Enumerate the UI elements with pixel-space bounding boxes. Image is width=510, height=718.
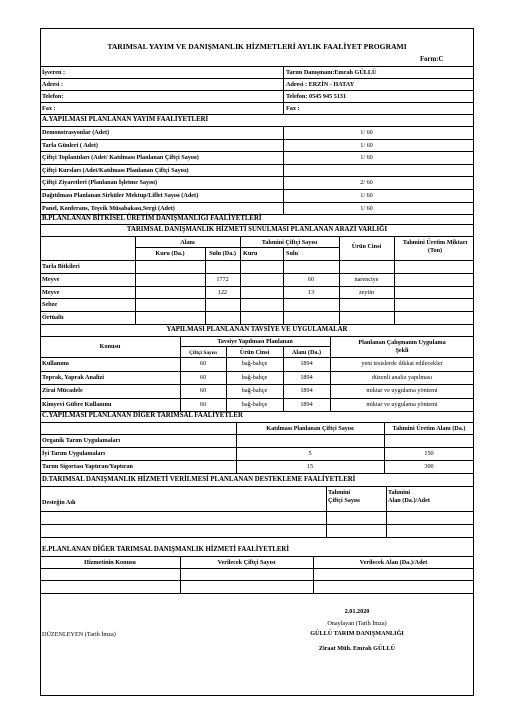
service-farmers-header: Verilecek Çiftçi Sayısı <box>217 559 276 566</box>
divider <box>40 311 474 312</box>
form-title: TARIMSAL YAYIM VE DANIŞMANLIK HİZMETLERİ AYLIK FAALİYET PROGRAMI <box>107 42 407 51</box>
advice-crop: bağ-bahçe <box>241 373 268 381</box>
form-code: Form:C <box>420 56 444 63</box>
advice-farmers: 60 <box>199 400 207 408</box>
divider <box>40 224 474 225</box>
irrigated-area-value: 1772 <box>216 275 229 283</box>
irrigated-farmers-value: 60 <box>307 275 315 283</box>
planned-farmers-header: Katılması Planlanan Çiftçi Sayısı <box>266 425 354 432</box>
other-activity-label: Organik Tarım Uygulamaları <box>42 437 121 444</box>
area-header: Alanı (Da.) <box>291 349 322 356</box>
advice-crop: bağ-bahçe <box>241 360 268 367</box>
crop-row-label: Meyve <box>42 288 60 296</box>
advice-subject: Toprak, Yaprak Analizi <box>42 373 104 381</box>
divider <box>40 537 474 538</box>
method-header-line2: Şekli <box>395 347 409 354</box>
advice-area: 1894 <box>300 400 313 408</box>
engineer-name: Ziraat Müh. Emrah GÜLLÜ <box>318 645 396 652</box>
advice-title: YAPILMASI PLANLANAN TAVSİYE VE UYGULAMALAR <box>166 326 348 333</box>
section-e-title: E.PLANLANAN DİĞER TARIMSAL DANIŞMANLIK HİZMETİ FAALİYETLERİ <box>42 546 289 553</box>
divider <box>180 346 330 347</box>
advice-method: yeni tesislerde dikkat edilecekler <box>361 360 443 367</box>
divider <box>386 486 387 537</box>
divider <box>135 247 339 248</box>
divider <box>40 260 474 261</box>
divider <box>40 202 474 203</box>
advice-subject: Zirai Mücadele <box>42 387 83 394</box>
divider <box>40 460 474 461</box>
divider <box>40 102 474 103</box>
advice-subject: Kullanımı <box>42 360 69 367</box>
planned-advice-header: Tavsiye Yapılması Planlanan <box>217 338 293 345</box>
consultant-address: Adresi : ERZİN - HATAY <box>286 81 355 88</box>
divider <box>40 422 474 423</box>
approval-date: 2.01.2020 <box>344 608 370 615</box>
phone-label: Telefon: <box>42 93 64 100</box>
divider <box>40 236 474 237</box>
divider <box>40 580 474 581</box>
activity-label: Çiftçi Ziyaretleri (Planlanan İşletme Sayısı) <box>42 179 158 187</box>
divider <box>40 164 474 165</box>
section-b-title: B.PLANLANAN BİTKİSEL ÜRETİM DANIŞMANLIĞI FAALİYETLERİ <box>42 215 262 222</box>
other-activity-farmers: 5 <box>308 450 312 457</box>
farmer-count-header: Çiftçi Sayısı <box>189 350 217 356</box>
divider <box>40 511 474 512</box>
divider <box>40 139 474 140</box>
other-activity-label: Tarım Sigortası Yaptıran/Yaptıran <box>42 463 133 470</box>
advice-subject: Kimyevi Gübre Kullanımı <box>42 400 112 408</box>
fax-label: Fax : <box>42 105 56 112</box>
support-name-header: Desteğin Adı <box>42 499 76 506</box>
divider <box>40 371 474 372</box>
prepared-by-label: DÜZENLEYEN (Tarih İmza) <box>42 631 116 638</box>
consultant-fax: Fax : <box>286 105 300 112</box>
advice-method: miktar ve uygulama yöntemi <box>366 400 438 408</box>
divider <box>40 189 474 190</box>
advice-farmers: 60 <box>199 373 207 381</box>
divider <box>40 434 474 435</box>
activity-label: Çiftçi Kursları (Adet/Katılması Planlanan Çiftçi Sayısı) <box>42 166 189 174</box>
farmer-count-header: Tahmini Çiftçi Sayısı <box>261 239 318 246</box>
area-header-line2: Alan (Da.)/Adet <box>388 497 430 504</box>
divider <box>40 298 474 299</box>
crop-row-label: Meyve <box>42 275 60 283</box>
irrigated-area-header: Sulu (Da.) <box>209 250 236 257</box>
divider <box>40 151 474 152</box>
divider <box>40 126 474 127</box>
crop-type-value: narenciye <box>354 275 379 283</box>
service-area-header: Verilecek Alan (Da.)/Adet <box>359 559 428 566</box>
irrigated-area-value: 122 <box>217 288 228 296</box>
company-name: GÜLLÜ TARIM DANIŞMANLIĞI <box>310 630 404 637</box>
activity-label: Demonstrasyonlar (Adet) <box>42 129 110 136</box>
divider <box>40 593 474 594</box>
farmer-count-header-line2: Çiftçi Sayısı <box>328 497 360 504</box>
crop-row-label: Sebze <box>42 301 58 309</box>
section-a-title: A.YAPILMASI PLANLANAN YAYIM FAALİYETLERİ <box>42 116 209 123</box>
divider <box>40 273 474 274</box>
crop-row-label: Örtüaltı <box>42 314 64 322</box>
crop-row-label: Tarla Bitkileri <box>42 263 80 270</box>
activity-value: 1/ 60 <box>360 129 373 136</box>
dry-area-header: Kuru (Da.) <box>155 250 185 257</box>
divider <box>40 524 474 525</box>
area-header-line1: Tahmini <box>388 489 411 496</box>
farmer-count-header-line1: Tahmini <box>328 489 351 496</box>
advice-method: miktar ve uygulama yöntemi <box>366 387 438 394</box>
activity-label: Dağıtılması Planlanan Sirküler Mektup/Liflet Sayısı (Adet) <box>42 192 199 199</box>
activity-value: 2/ 60 <box>360 179 373 187</box>
divider <box>40 568 474 569</box>
divider <box>326 486 327 537</box>
crop-header: Ürün Cinsi <box>239 349 270 356</box>
activity-value: 1/ 60 <box>360 192 373 199</box>
activity-value: 1/ 60 <box>360 154 373 162</box>
advice-method: düzenli analiz yapılması <box>371 373 433 381</box>
other-activity-farmers: 15 <box>306 463 314 470</box>
other-activity-label: İyi Tarım Uygulamaları <box>42 450 105 457</box>
divider <box>40 286 474 287</box>
method-header-line1: Planlanan Çalışmanın Uygulama <box>358 339 446 346</box>
divider <box>40 447 474 448</box>
divider <box>40 398 474 399</box>
section-b-subtitle: TARIMSAL DANIŞMANLIK HİZMETİ SUNULMASI PLANLANAN ARAZİ VARLIĞI <box>126 226 388 233</box>
divider <box>40 78 474 79</box>
activity-value: 1/ 60 <box>360 141 373 149</box>
approver-label: Onaylayan (Tarih İmza) <box>327 620 387 627</box>
divider <box>40 324 474 325</box>
advice-area: 1894 <box>300 387 313 394</box>
divider <box>40 90 474 91</box>
divider <box>40 114 474 115</box>
employer-label: İşveren : <box>42 69 66 76</box>
divider <box>40 357 474 358</box>
consultant-name: Tarım Danışmanı:Emrah GÜLLÜ <box>286 69 377 76</box>
divider <box>40 384 474 385</box>
section-d-title: D.TARIMSAL DANIŞMANLIK HİZMETİ VERİLMESİ PLANLANAN DESTEKLEME FAALİYETLERİ <box>42 476 356 483</box>
irrigated-header: Sulu <box>286 250 299 257</box>
service-subject-header: Hizmetinin Konusu <box>84 559 136 566</box>
activity-label: Panel, Konferans, Teşvik Müsabakası,Sergi (Adet) <box>42 204 175 212</box>
other-activity-area: 300 <box>424 463 434 470</box>
advice-area: 1894 <box>300 373 313 381</box>
advice-farmers: 60 <box>199 360 207 367</box>
section-c-title: C.YAPILMASI PLANLANAN DİĞER TARIMSAL FAALİYETLER <box>42 412 243 419</box>
activity-label: Çiftçi Toplantıları (Adet/ Katılması Planlanan Çiftçi Sayısı) <box>42 154 199 162</box>
advice-area: 1894 <box>300 360 313 367</box>
activity-label: Tarla Günleri ( Adet) <box>42 141 98 149</box>
dry-header: Kuru <box>243 250 258 257</box>
area-header: Alanı <box>180 239 195 246</box>
divider <box>40 473 474 474</box>
divider <box>40 336 474 337</box>
subject-header: Konusu <box>99 343 121 350</box>
divider <box>40 66 474 67</box>
advice-crop: bağ-bahçe <box>241 400 268 408</box>
irrigated-farmers-value: 13 <box>307 288 315 296</box>
production-area-header: Tahmini Üretim Alanı (Da.) <box>392 425 466 432</box>
advice-farmers: 60 <box>199 387 207 394</box>
activity-value: 1/ 60 <box>360 204 373 212</box>
production-header: Tahmini Üretim Miktarı (Ton) <box>402 239 468 254</box>
divider <box>40 176 474 177</box>
crop-type-value: zeytin <box>358 288 375 296</box>
crop-type-header: Ürün Cinsi <box>351 243 382 250</box>
advice-crop: bağ-bahçe <box>241 387 268 394</box>
consultant-phone: Telefon: 0545 945 5131 <box>286 93 347 100</box>
divider <box>40 486 474 487</box>
address-label: Adresi : <box>42 81 64 88</box>
divider <box>40 556 474 557</box>
other-activity-area: 150 <box>424 450 434 457</box>
